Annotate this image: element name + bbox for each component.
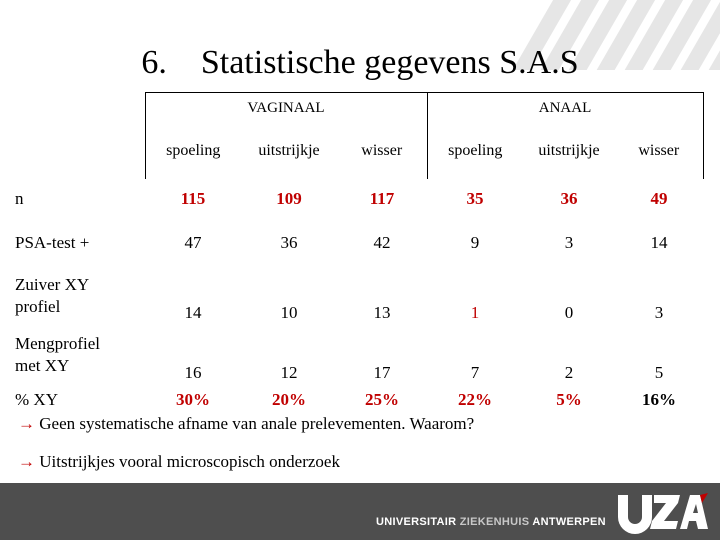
row-label: PSA-test + (15, 233, 90, 252)
bullet-item (18, 452, 340, 472)
bullet-text: Geen systematische afname van anale prelevementen. Waarom? (39, 414, 475, 433)
table-row (13, 385, 703, 415)
bullet-item (18, 414, 474, 434)
table-cell: 25% (365, 390, 399, 409)
org-name-part: ANTWERPEN (529, 516, 606, 528)
table-cell: 117 (369, 189, 395, 208)
table-row (13, 267, 703, 325)
table-row (13, 219, 703, 267)
table-cell: 2 (564, 363, 574, 382)
table-row (13, 325, 703, 385)
table-cell: 42 (373, 233, 391, 252)
table-cell: 3 (564, 233, 574, 252)
table-cell: 30% (176, 390, 210, 409)
table-cell: 0 (564, 303, 574, 322)
table-cell: 5 (654, 363, 664, 382)
arrow-right-icon: → (18, 414, 35, 433)
table-cell: 47 (184, 233, 202, 252)
slide-title (0, 44, 720, 82)
column-header: uitstrijkje (258, 142, 320, 159)
table-cell: 5% (556, 390, 582, 409)
row-label (13, 325, 145, 385)
org-name-part: ZIEKENHUIS (459, 516, 530, 528)
table-row (13, 179, 703, 219)
table-cell: 115 (180, 189, 206, 208)
arrow-right-icon: → (18, 452, 35, 471)
table-cell: 109 (276, 189, 302, 208)
row-label-line: met XY (15, 356, 70, 375)
table-cell: 17 (373, 363, 391, 382)
title-number: 6. (141, 44, 167, 81)
table-cell: 14 (650, 233, 668, 252)
row-label-line: Mengprofiel (15, 334, 100, 353)
row-label: % XY (15, 390, 58, 409)
row-label: n (15, 189, 24, 208)
table-cell: 35 (466, 189, 484, 208)
row-label-line: profiel (15, 297, 61, 316)
statistics-table (13, 92, 704, 415)
column-header: uitstrijkje (538, 142, 600, 159)
column-header: spoeling (427, 123, 523, 179)
uza-logo-icon (614, 491, 714, 535)
column-header: spoeling (145, 123, 241, 179)
table-cell: 1 (470, 303, 480, 322)
column-header: wisser (615, 123, 703, 179)
table-cell: 36 (280, 233, 298, 252)
table-cell: 3 (654, 303, 664, 322)
group-header-anaal: ANAAL (427, 93, 703, 124)
table-cell: 10 (280, 303, 298, 322)
table-cell: 16 (184, 363, 202, 382)
table-cell: 14 (184, 303, 202, 322)
table-cell: 16% (642, 390, 676, 409)
row-label-line: Zuiver XY (15, 275, 90, 294)
organization-name (376, 516, 606, 528)
footer-bar (0, 483, 720, 540)
table-cell: 49 (650, 189, 668, 208)
title-text: Statistische gegevens S.A.S (200, 44, 579, 81)
table-cell: 7 (470, 363, 480, 382)
table-cell: 20% (272, 390, 306, 409)
column-header: wisser (337, 123, 427, 179)
bullet-text: Uitstrijkjes vooral microscopisch onderzoek (39, 452, 340, 471)
table-cell: 12 (280, 363, 298, 382)
table-cell: 9 (470, 233, 480, 252)
group-header-vaginaal: VAGINAAL (145, 93, 427, 124)
group-header-row (13, 93, 703, 124)
row-label (13, 267, 145, 325)
table-cell: 36 (560, 189, 578, 208)
column-header-row (13, 123, 703, 179)
table-cell: 13 (373, 303, 391, 322)
table-cell: 22% (458, 390, 492, 409)
org-name-part: UNIVERSITAIR (376, 516, 460, 528)
